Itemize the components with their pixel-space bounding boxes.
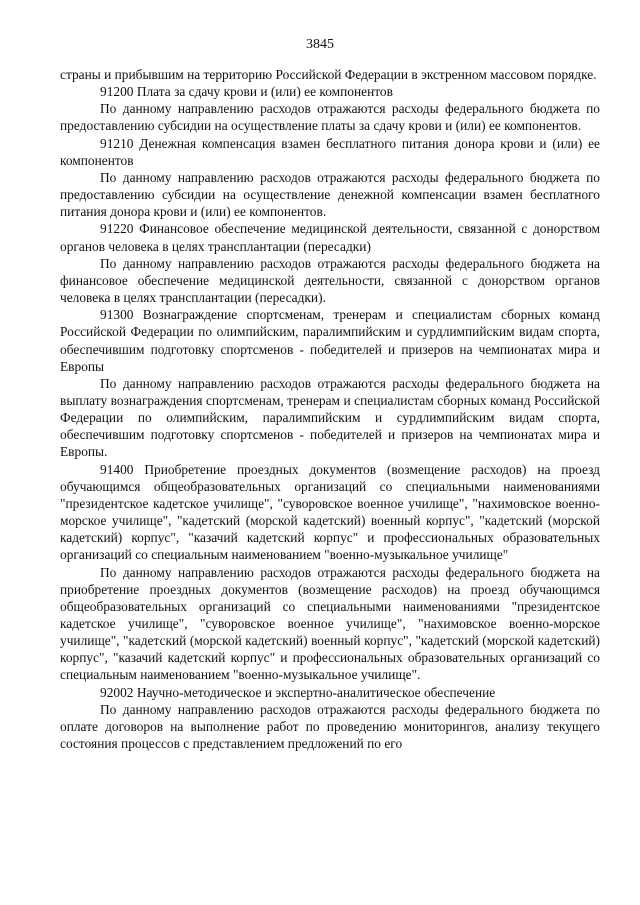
section-heading-91200: 91200 Плата за сдачу крови и (или) ее компонентов	[100, 84, 393, 100]
paragraph-91200-description: По данному направлению расходов отражаются расходы федерального бюджета по предоставлению субсидии на осуществление платы за сдачу крови и (или) ее компонентов.	[60, 101, 600, 134]
paragraph-91210-description: По данному направлению расходов отражаются расходы федерального бюджета по предоставлению субсидии на осуществление денежной компенсации взамен бесплатного питания донора крови и (или) ее компонентов.	[60, 169, 600, 220]
paragraph-91220-description: По данному направлению расходов отражаются расходы федерального бюджета на финансовое обеспечение медицинской деятельности, связанной с донорством органов человека в целях трансплантации (пересадки).	[60, 255, 600, 306]
paragraph-91300-description: По данному направлению расходов отражаются расходы федерального бюджета на выплату вознаграждения спортсменам, тренерам и специалистам сборных команд Российской Федерации по олимпийским, паралимпийским и сурдлимпийским видам спорта, обеспечившим подготовку спортсменов - победителей и призеров на чемпионатах мира и Европы.	[60, 375, 600, 460]
paragraph-91400-description: По данному направлению расходов отражаются расходы федерального бюджета на приобретение проездных документов (возмещение расходов) на проезд обучающимся общеобразовательных организаций со специальными наименованиями "президентское кадетское училище", "суворовское военное училище", "нахимовское военно-морское училище", "кадетский (морской кадетский) военный корпус", "кадетский (морской кадетский) корпус", "казачий кадетский корпус" и профессиональных образовательных организаций со специальным наименованием "военно-музыкальное училище".	[60, 564, 600, 683]
section-heading-91300: 91300 Вознаграждение спортсменам, тренерам и специалистам сборных команд Российской Федерации по олимпийским, паралимпийским и сурдлимпийским видам спорта, обеспечившим подготовку спортсменов - победителей и призеров на чемпионатах мира и Европы	[60, 307, 600, 374]
page-number: 3845	[306, 37, 334, 52]
document-body	[60, 66, 600, 752]
section-heading-91220: 91220 Финансовое обеспечение медицинской деятельности, связанной с донорством органов человека в целях трансплантации (пересадки)	[60, 221, 600, 254]
paragraph-92002-description: По данному направлению расходов отражаются расходы федерального бюджета по оплате договоров на выполнение работ по проведению мониторингов, анализу текущего состояния процессов с представлением предложений по его	[60, 701, 600, 752]
section-heading-91400: 91400 Приобретение проездных документов (возмещение расходов) на проезд обучающимся общеобразовательных организаций со специальными наименованиями "президентское кадетское училище", "суворовское военное училище", "нахимовское военно-морское училище", "кадетский (морской кадетский) военный корпус", "кадетский (морской кадетский) корпус", "казачий кадетский корпус" и профессиональных образовательных организаций со специальным наименованием "военно-музыкальное училище"	[60, 461, 600, 563]
section-heading-92002: 92002 Научно-методическое и экспертно-аналитическое обеспечение	[100, 684, 496, 700]
paragraph-continuation: страны и прибывшим на территорию Российской Федерации в экстренном массовом порядке.	[60, 67, 597, 82]
section-heading-91210: 91210 Денежная компенсация взамен бесплатного питания донора крови и (или) ее компонентов	[60, 135, 600, 168]
